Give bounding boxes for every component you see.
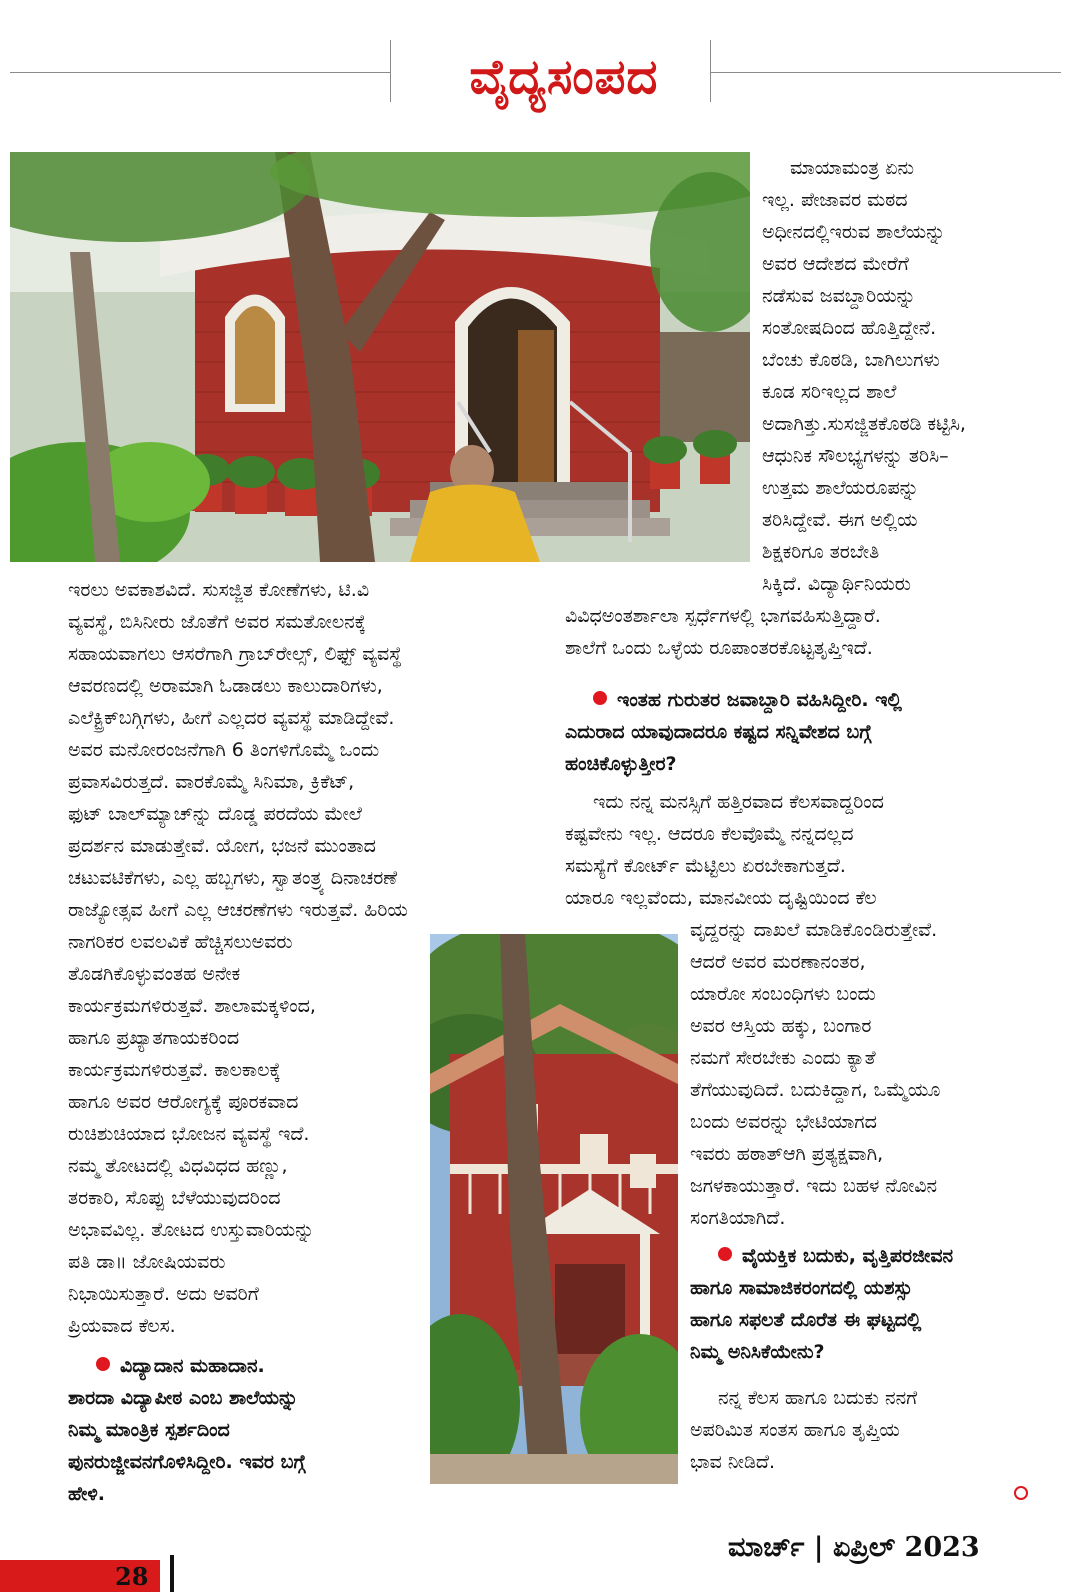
text-line: ತೆಗೆಯುವುದಿದೆ. ಬದುಕಿದ್ದಾಗ, ಒಮ್ಮೆಯೂ <box>690 1079 941 1101</box>
text-line: ಪ್ರವಾಸವಿರುತ್ತದೆ. ವಾರಕೊಮ್ಮೆ ಸಿನಿಮಾ, ಕ್ರಿಕೆಟ್, <box>68 771 355 793</box>
text-line: ನಿಭಾಯಿಸುತ್ತಾರೆ. ಅದು ಅವರಿಗೆ <box>68 1283 259 1305</box>
text-line: ಹಾಗೂ ಸಾಮಾಜಿಕರಂಗದಲ್ಲಿ ಯಶಸ್ಸು <box>690 1277 913 1299</box>
answer-1-wide <box>565 786 884 914</box>
text-line: ಯಾರೂ ಇಲ್ಲವೆಂದು, ಮಾನವೀಯ ದೃಷ್ಟಿಯಿಂದ ಕೆಲ <box>565 887 877 909</box>
text-line: ಆಧುನಿಕ ಸೌಲಭ್ಯಗಳನ್ನು ತರಿಸಿ– <box>762 445 949 467</box>
text-line: ಆದರೆ ಅವರ ಮರಣಾನಂತರ, <box>690 951 866 973</box>
article-end-mark-icon <box>1014 1486 1028 1500</box>
question-1 <box>565 684 902 780</box>
text-line: ಹಾಗೂ ಪ್ರಖ್ಯಾತಗಾಯಕರಿಂದ <box>68 1027 240 1049</box>
text-line: ಚಟುವಟಿಕೆಗಳು, ಎಲ್ಲ ಹಬ್ಬಗಳು, ಸ್ವಾತಂತ್ರ್ಯ ದಿನಾಚರಣೆ <box>68 867 398 889</box>
text-line: ಫುಟ್ ಬಾಲ್‌ಮ್ಯಾಚ್‌ನ್ನು ದೊಡ್ಡ ಪರದೆಯ ಮೇಲೆ <box>68 803 362 825</box>
text-line: ಪ್ರಿಯವಾದ ಕೆಲಸ. <box>68 1315 176 1337</box>
header-rule-left <box>10 72 390 73</box>
page-number: 28 <box>115 1562 149 1591</box>
right-column-mid-text <box>565 600 881 664</box>
text-line: ನಡೆಸುವ ಜವಬ್ದಾರಿಯನ್ನು <box>762 285 916 307</box>
text-line: ಪತಿ ಡಾ॥ ಜೋಷಿಯವರು <box>68 1251 226 1273</box>
text-line: ಯಾರೋ ಸಂಬಂಧಿಗಳು ಬಂದು <box>690 983 876 1005</box>
text-line: ವಿದ್ಯಾದಾನ ಮಹಾದಾನ. <box>120 1355 265 1377</box>
text-line: ಮಾಯಾಮಂತ್ರ ಏನು <box>790 157 915 179</box>
text-line: ಅಪರಿಮಿತ ಸಂತಸ ಹಾಗೂ ತೃಪ್ತಿಯ <box>690 1419 900 1441</box>
text-line: ನಿಮ್ಮ ಅನಿಸಿಕೆಯೇನು? <box>690 1341 825 1363</box>
text-line: ನಿಮ್ಮ ಮಾಂತ್ರಿಕ ಸ್ಪರ್ಶದಿಂದ <box>68 1419 230 1441</box>
answer-2 <box>690 1382 917 1478</box>
text-line: ಉತ್ತಮ ಶಾಲೆಯರೂಪನ್ನು <box>762 477 919 499</box>
text-line: ಸಹಾಯವಾಗಲು ಆಸರೆಗಾಗಿ ಗ್ರಾಬ್‌ರೇಲ್ಸ್, ಲಿಫ್ಟ್ ವ್ಯವಸ್ಥೆ <box>68 643 402 665</box>
text-line: ಹಾಗೂ ಸಫಲತೆ ದೊರೆತ ಈ ಘಟ್ಟದಲ್ಲಿ <box>690 1309 922 1331</box>
text-line: ನಮಗೆ ಸೇರಬೇಕು ಎಂದು ಕ್ಯಾತೆ <box>690 1047 876 1069</box>
text-line: ಕಾರ್ಯಕ್ರಮಗಳಿರುತ್ತವೆ. ಶಾಲಾಮಕ್ಕಳಿಂದ, <box>68 995 316 1017</box>
photo-building-front-art <box>10 152 750 562</box>
text-line: ಇಂತಹ ಗುರುತರ ಜವಾಬ್ದಾರಿ ವಹಿಸಿದ್ದೀರಿ. ಇಲ್ಲಿ <box>617 689 902 711</box>
text-line: ವೃದ್ದರನ್ನು ದಾಖಲೆ ಮಾಡಿಕೊಂಡಿರುತ್ತೇವೆ. <box>690 919 938 941</box>
bullet-icon <box>96 1357 110 1371</box>
text-line: ಎದುರಾದ ಯಾವುದಾದರೂ ಕಷ್ಟದ ಸನ್ನಿವೇಶದ ಬಗ್ಗೆ <box>565 721 872 743</box>
header-divider-left <box>390 40 391 102</box>
footer-divider <box>170 1555 174 1592</box>
text-line: ಇಲ್ಲ. ಪೇಜಾವರ ಮಠದ <box>762 189 908 211</box>
right-column-top-text <box>762 152 966 600</box>
text-line: ಹೇಳಿ. <box>68 1483 105 1505</box>
text-line: ರುಚಿಶುಚಿಯಾದ ಭೋಜನ ವ್ಯವಸ್ಥೆ ಇದೆ. <box>68 1123 310 1145</box>
text-line: ಎಲೆಕ್ಟ್ರಿಕ್‌ಬಗ್ಗಿಗಳು, ಹೀಗೆ ಎಲ್ಲದರ ವ್ಯವಸ್ಥೆ ಮಾಡಿದ್ದೇವೆ. <box>68 707 395 729</box>
header-rule-right <box>711 72 1061 73</box>
text-line: ಅಭಾವವಿಲ್ಲ. ತೋಟದ ಉಸ್ತುವಾರಿಯನ್ನು <box>68 1219 315 1241</box>
text-line: ಭಾವ ನೀಡಿದೆ. <box>690 1451 776 1473</box>
text-line: ಜಗಳಕಾಯುತ್ತಾರೆ. ಇದು ಬಹಳ ನೋವಿನ <box>690 1175 938 1197</box>
text-line: ಕಾರ್ಯಕ್ರಮಗಳಿರುತ್ತವೆ. ಕಾಲಕಾಲಕ್ಕೆ <box>68 1059 281 1081</box>
text-line: ಪ್ರದರ್ಶನ ಮಾಡುತ್ತೇವೆ. ಯೋಗ, ಭಜನೆ ಮುಂತಾದ <box>68 835 376 857</box>
text-line: ಕೂಡ ಸರಿಇಲ್ಲದ ಶಾಲೆ <box>762 381 897 403</box>
photo-building-front <box>10 152 750 562</box>
text-line: ಇರಲು ಅವಕಾಶವಿದೆ. ಸುಸಜ್ಜಿತ ಕೋಣೆಗಳು, ಟಿ.ವಿ <box>68 579 370 601</box>
text-line: ವೈಯಕ್ತಿಕ ಬದುಕು, ವೃತ್ತಿಪರಜೀವನ <box>742 1245 954 1267</box>
text-line: ನಾಗರಿಕರ ಲವಲವಿಕೆ ಹೆಚ್ಚಿಸಲುಅವರು <box>68 931 293 953</box>
text-line: ಆವರಣದಲ್ಲಿ ಅರಾಮಾಗಿ ಓಡಾಡಲು ಕಾಲುದಾರಿಗಳು, <box>68 675 383 697</box>
answer-1-narrow <box>690 914 940 1234</box>
photo-building-side-art <box>430 934 678 1484</box>
issue-date: ಮಾರ್ಚ್ | ಏಪ್ರಿಲ್ 2023 <box>728 1532 980 1563</box>
text-line: ಅವರ ಮನೋರಂಜನೆಗಾಗಿ 6 ತಿಂಗಳಿಗೊಮ್ಮೆ ಒಂದು <box>68 739 380 761</box>
text-line: ನಮ್ಮ ತೋಟದಲ್ಲಿ ವಿಧವಿಧದ ಹಣ್ಣು, <box>68 1155 288 1177</box>
text-line: ಅವರ ಆದೇಶದ ಮೇರೆಗೆ <box>762 253 909 275</box>
text-line: ನನ್ನ ಕೆಲಸ ಹಾಗೂ ಬದುಕು ನನಗೆ <box>718 1387 918 1409</box>
text-line: ಅಧೀನದಲ್ಲಿಇರುವ ಶಾಲೆಯನ್ನು <box>762 221 946 243</box>
text-line: ಸಂತೋಷದಿಂದ ಹೊತ್ತಿದ್ದೇನೆ. <box>762 317 937 339</box>
text-line: ವ್ಯವಸ್ಥೆ, ಬಿಸಿನೀರು ಜೊತೆಗೆ ಅವರ ಸಮತೋಲನಕ್ಕೆ <box>68 611 366 633</box>
text-line: ತರಕಾರಿ, ಸೊಪ್ಪು ಬೆಳೆಯುವುದರಿಂದ <box>68 1187 281 1209</box>
section-title: ವೈದ್ಯಸಂಪದ <box>469 49 659 105</box>
text-line: ಸಮಸ್ಯೆಗೆ ಕೋರ್ಟ್ ಮೆಟ್ಟಿಲು ಏರಬೇಕಾಗುತ್ತದೆ. <box>565 855 846 877</box>
text-line: ಹಾಗೂ ಅವರ ಆರೋಗ್ಯಕ್ಕೆ ಪೂರಕವಾದ <box>68 1091 299 1113</box>
text-line: ಪುನರುಜ್ಜೀವನಗೊಳಿಸಿದ್ದೀರಿ. ಇವರ ಬಗ್ಗೆ <box>68 1451 306 1473</box>
question-2 <box>690 1240 953 1368</box>
text-line: ಶಾಲೆಗೆ ಒಂದು ಒಳ್ಳೆಯ ರೂಪಾಂತರಕೊಟ್ಟತೃಪ್ತಿಇದೆ. <box>565 637 873 659</box>
text-line: ಹಂಚಿಕೊಳ್ಳುತ್ತೀರ? <box>565 753 677 775</box>
text-line: ಸಂಗತಿಯಾಗಿದೆ. <box>690 1207 786 1229</box>
text-line: ಇವರು ಹಠಾತ್ಆಗಿ ಪ್ರತ್ಯಕ್ಷವಾಗಿ, <box>690 1143 884 1165</box>
text-line: ಕಷ್ಟವೇನು ಇಲ್ಲ. ಆದರೂ ಕೆಲವೊಮ್ಮೆ ನನ್ನದಲ್ಲದ <box>565 823 854 845</box>
text-line: ಅವರ ಆಸ್ತಿಯ ಹಕ್ಕು, ಬಂಗಾರ <box>690 1015 872 1037</box>
text-line: ಬೆಂಚು ಕೊಠಡಿ, ಬಾಗಿಲುಗಳು <box>762 349 940 371</box>
text-line: ಇದು ನನ್ನ ಮನಸ್ಸಿಗೆ ಹತ್ತಿರವಾದ ಕೆಲಸವಾದ್ದರಿಂದ <box>593 791 884 813</box>
text-line: ಶಿಕ್ಷಕರಿಗೂ ತರಬೇತಿ <box>762 541 880 563</box>
photo-building-side <box>430 934 678 1484</box>
text-line: ಸಿಕ್ಕಿದೆ. ವಿದ್ಯಾರ್ಥಿನಿಯರು <box>762 573 911 595</box>
text-line: ಬಂದು ಅವರನ್ನು ಭೇಟಿಯಾಗದ <box>690 1111 877 1133</box>
text-line: ಅದಾಗಿತ್ತು.ಸುಸಜ್ಜಿತಕೊಠಡಿ ಕಟ್ಟಿಸಿ, <box>762 413 966 435</box>
text-line: ತರಿಸಿದ್ದೇವೆ. ಈಗ ಅಲ್ಲಿಯ <box>762 509 918 531</box>
text-line: ಶಾರದಾ ವಿದ್ಯಾಪೀಠ ಎಂಬ ಶಾಲೆಯನ್ನು <box>68 1387 299 1409</box>
text-line: ತೊಡಗಿಕೊಳ್ಳುವಂತಹ ಅನೇಕ <box>68 963 241 985</box>
left-column-narrow-text <box>68 926 316 1342</box>
bullet-icon <box>718 1247 732 1261</box>
left-column-wide-text <box>68 574 408 926</box>
header-divider-right <box>710 40 711 102</box>
bullet-icon <box>593 691 607 705</box>
text-line: ವಿವಿಧಅಂತರ್ಶಾಲಾ ಸ್ಪರ್ಧೆಗಳಲ್ಲಿ ಭಾಗವಹಿಸುತ್ತಿದ್ದಾರೆ. <box>565 605 881 627</box>
question-3 <box>68 1350 306 1510</box>
text-line: ರಾಜ್ಯೋತ್ಸವ ಹೀಗೆ ಎಲ್ಲ ಆಚರಣೆಗಳು ಇರುತ್ತವೆ. ಹಿರಿಯ <box>68 899 408 921</box>
